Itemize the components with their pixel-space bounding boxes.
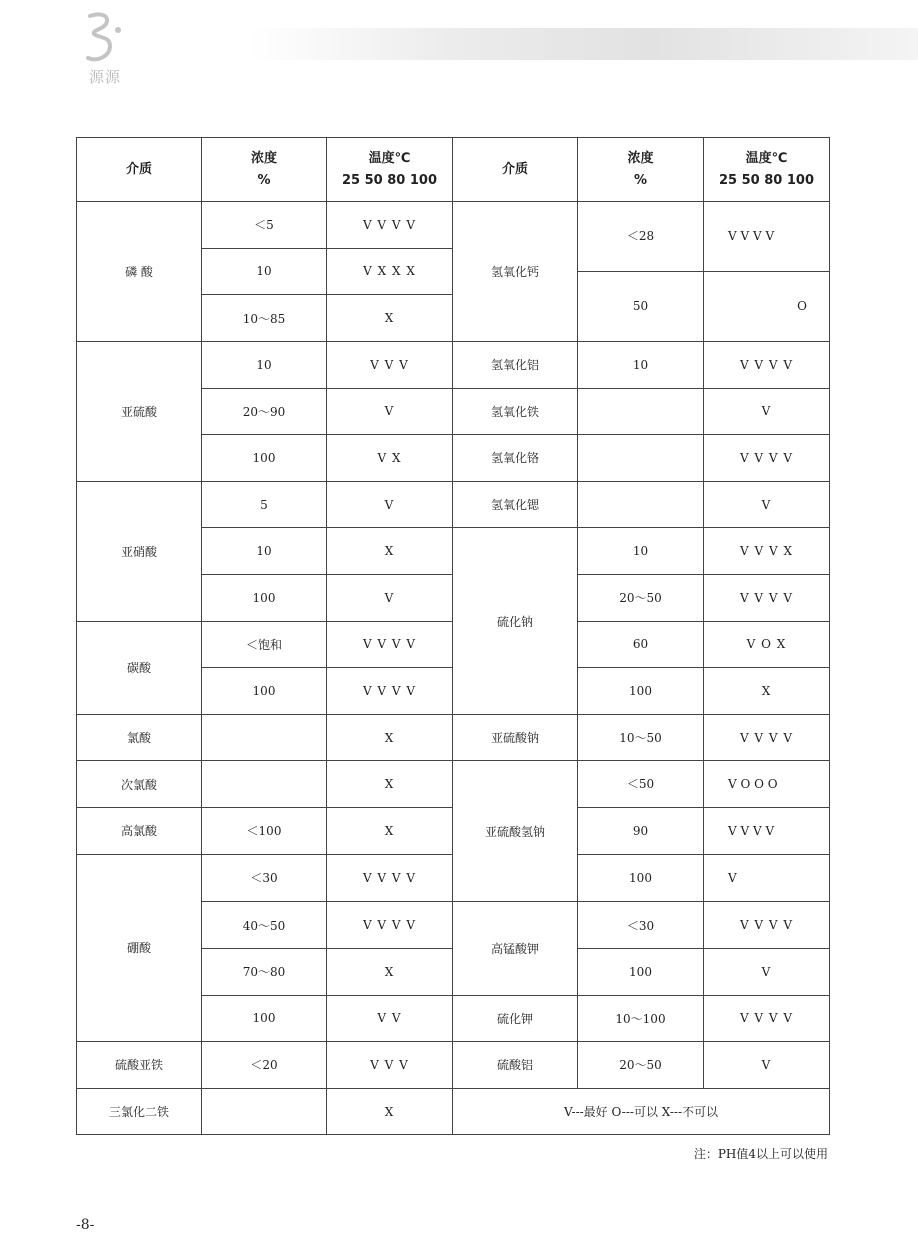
header-temperature-right: 温度℃ 25 50 80 100 <box>704 138 830 202</box>
concentration-cell: 40～50 <box>202 902 327 949</box>
concentration-cell <box>578 388 704 435</box>
header-concentration-right: 浓度 % <box>578 138 704 202</box>
temperature-cell: V V V V <box>704 714 830 761</box>
concentration-cell: 10 <box>202 342 327 389</box>
temperature-cell: X <box>327 948 453 995</box>
concentration-cell: ＜饱和 <box>202 621 327 668</box>
concentration-cell <box>578 435 704 482</box>
temperature-cell: V V <box>327 995 453 1042</box>
temperature-cell: V <box>704 481 830 528</box>
concentration-cell <box>202 761 327 808</box>
footnote: 注：PH值4以上可以使用 <box>693 1147 828 1161</box>
medium-cell: 硫化钾 <box>453 995 578 1042</box>
table-header-row <box>77 138 830 202</box>
concentration-cell: 90 <box>578 808 703 855</box>
concentration-cell: ＜100 <box>202 807 327 854</box>
temperature-cell: V V V X <box>704 528 830 575</box>
medium-cell: 氯酸 <box>77 714 202 761</box>
medium-cell: 氢氧化铁 <box>453 388 578 435</box>
concentration-cell: 100 <box>202 668 327 715</box>
medium-cell: 碳酸 <box>77 621 202 714</box>
header-concentration-left: 浓度 % <box>202 138 327 202</box>
concentration-cell: ＜50 <box>578 761 703 808</box>
concentration-cell <box>202 1088 327 1135</box>
temperature-cell: V V V V <box>327 854 453 902</box>
medium-cell: 氢氧化铬 <box>453 435 578 482</box>
temperature-cell: V <box>704 388 830 435</box>
concentration-cell <box>578 481 704 528</box>
medium-cell: 氢氧化铝 <box>453 342 578 389</box>
concentration-cell: ＜5 <box>202 202 327 249</box>
medium-cell: 亚硫酸 <box>77 342 202 482</box>
concentration-cell: 10 <box>202 528 327 575</box>
temperature-cell: V X <box>327 435 453 482</box>
medium-cell: 亚硫酸氢钠 <box>453 761 578 902</box>
concentration-cell: 10～85 <box>202 295 327 342</box>
concentration-cell: 100 <box>202 435 327 482</box>
concentration-cell: 100 <box>629 871 652 886</box>
concentration-cell: 10 <box>578 342 704 389</box>
header-medium-right: 介质 <box>453 138 578 202</box>
logo-text: 源源 <box>88 68 121 86</box>
table-row <box>77 1088 830 1135</box>
temperature-cell: V <box>704 1042 830 1089</box>
temperature-cell: X <box>327 714 453 761</box>
header-temperature-left: 温度℃ 25 50 80 100 <box>327 138 453 202</box>
swirl-logo-icon <box>80 10 130 66</box>
concentration-cell: 20～50 <box>578 1042 704 1089</box>
concentration-cell: 10 <box>578 528 704 575</box>
split-concentration-cell <box>578 761 704 902</box>
temperature-cell: V V V V <box>327 668 453 715</box>
temperature-cell: V V V <box>327 342 453 389</box>
medium-cell: 氢氧化钙 <box>453 202 578 342</box>
temperature-cell: V <box>327 388 453 435</box>
medium-cell: 亚硝酸 <box>77 481 202 621</box>
medium-cell: 次氯酸 <box>77 761 202 808</box>
concentration-cell: 10 <box>202 248 327 295</box>
corrosion-resistance-table <box>76 137 830 1135</box>
split-temperature-cell <box>704 761 830 902</box>
temperature-cell: V V V V <box>704 902 830 949</box>
temperature-cell: X <box>327 295 453 342</box>
temperature-cell: X <box>327 807 453 854</box>
concentration-cell: 20～90 <box>202 388 327 435</box>
medium-cell: 亚硫酸钠 <box>453 714 578 761</box>
concentration-cell: 100 <box>578 668 704 715</box>
medium-cell: 三氯化二铁 <box>77 1088 202 1135</box>
medium-cell: 硫化钠 <box>453 528 578 714</box>
concentration-cell: ＜30 <box>202 854 327 902</box>
temperature-cell: V <box>728 871 737 886</box>
concentration-cell: 100 <box>202 574 327 621</box>
split-temperature-cell <box>704 202 830 342</box>
medium-cell: 硫酸亚铁 <box>77 1042 202 1089</box>
medium-cell: 硫酸铝 <box>453 1042 578 1089</box>
temperature-cell: V O X <box>704 621 830 668</box>
medium-cell: 高锰酸钾 <box>453 902 578 995</box>
medium-cell: 高氯酸 <box>77 807 202 854</box>
temperature-cell: V V V V <box>327 202 453 249</box>
concentration-cell: 10～50 <box>578 714 704 761</box>
concentration-cell: 20～50 <box>578 574 704 621</box>
temperature-cell: V V V V <box>704 574 830 621</box>
medium-cell: 磷 酸 <box>77 202 202 342</box>
temperature-cell: V <box>327 574 453 621</box>
temperature-cell: V V V V <box>704 435 830 482</box>
table-row <box>77 342 830 389</box>
temperature-cell: V V V <box>327 1042 453 1089</box>
concentration-cell: 100 <box>578 948 704 995</box>
table-row <box>77 761 830 808</box>
concentration-cell: 5 <box>202 481 327 528</box>
split-concentration-cell <box>578 202 704 342</box>
temperature-cell: V V V V <box>704 995 830 1042</box>
legend-cell: V---最好 O---可以 X---不可以 <box>453 1088 830 1135</box>
temperature-cell: V <box>704 948 830 995</box>
medium-cell: 硼酸 <box>77 854 202 1042</box>
temperature-cell: V <box>327 481 453 528</box>
temperature-cell: V V V V <box>327 902 453 949</box>
temperature-cell: X <box>327 1088 453 1135</box>
temperature-cell: X <box>704 668 830 715</box>
temperature-cell: V V V V <box>327 621 453 668</box>
table-row <box>77 714 830 761</box>
concentration-cell: 10～100 <box>578 995 704 1042</box>
concentration-cell: 60 <box>578 621 704 668</box>
table-row <box>77 481 830 528</box>
concentration-cell: ＜20 <box>202 1042 327 1089</box>
table-row <box>77 1042 830 1089</box>
concentration-cell: 100 <box>202 995 327 1042</box>
concentration-cell: ＜30 <box>578 902 704 949</box>
temperature-cell: V V V V <box>704 808 829 855</box>
temperature-cell: V V V V <box>704 202 829 272</box>
temperature-cell: O <box>797 299 807 313</box>
page-number: -8- <box>76 1217 95 1233</box>
temperature-cell: X <box>327 761 453 808</box>
temperature-cell: X <box>327 528 453 575</box>
concentration-cell <box>202 714 327 761</box>
medium-cell: 氢氧化锶 <box>453 481 578 528</box>
temperature-cell: V X X X <box>327 248 453 295</box>
temperature-cell: V O O O <box>704 761 829 808</box>
header-band <box>250 28 918 60</box>
table-row <box>77 202 830 249</box>
brand-logo <box>70 10 140 86</box>
concentration-cell: ＜28 <box>578 202 703 272</box>
temperature-cell: V V V V <box>704 342 830 389</box>
concentration-cell: 50 <box>632 299 649 313</box>
header-medium-left: 介质 <box>77 138 202 202</box>
concentration-cell: 70～80 <box>202 948 327 995</box>
